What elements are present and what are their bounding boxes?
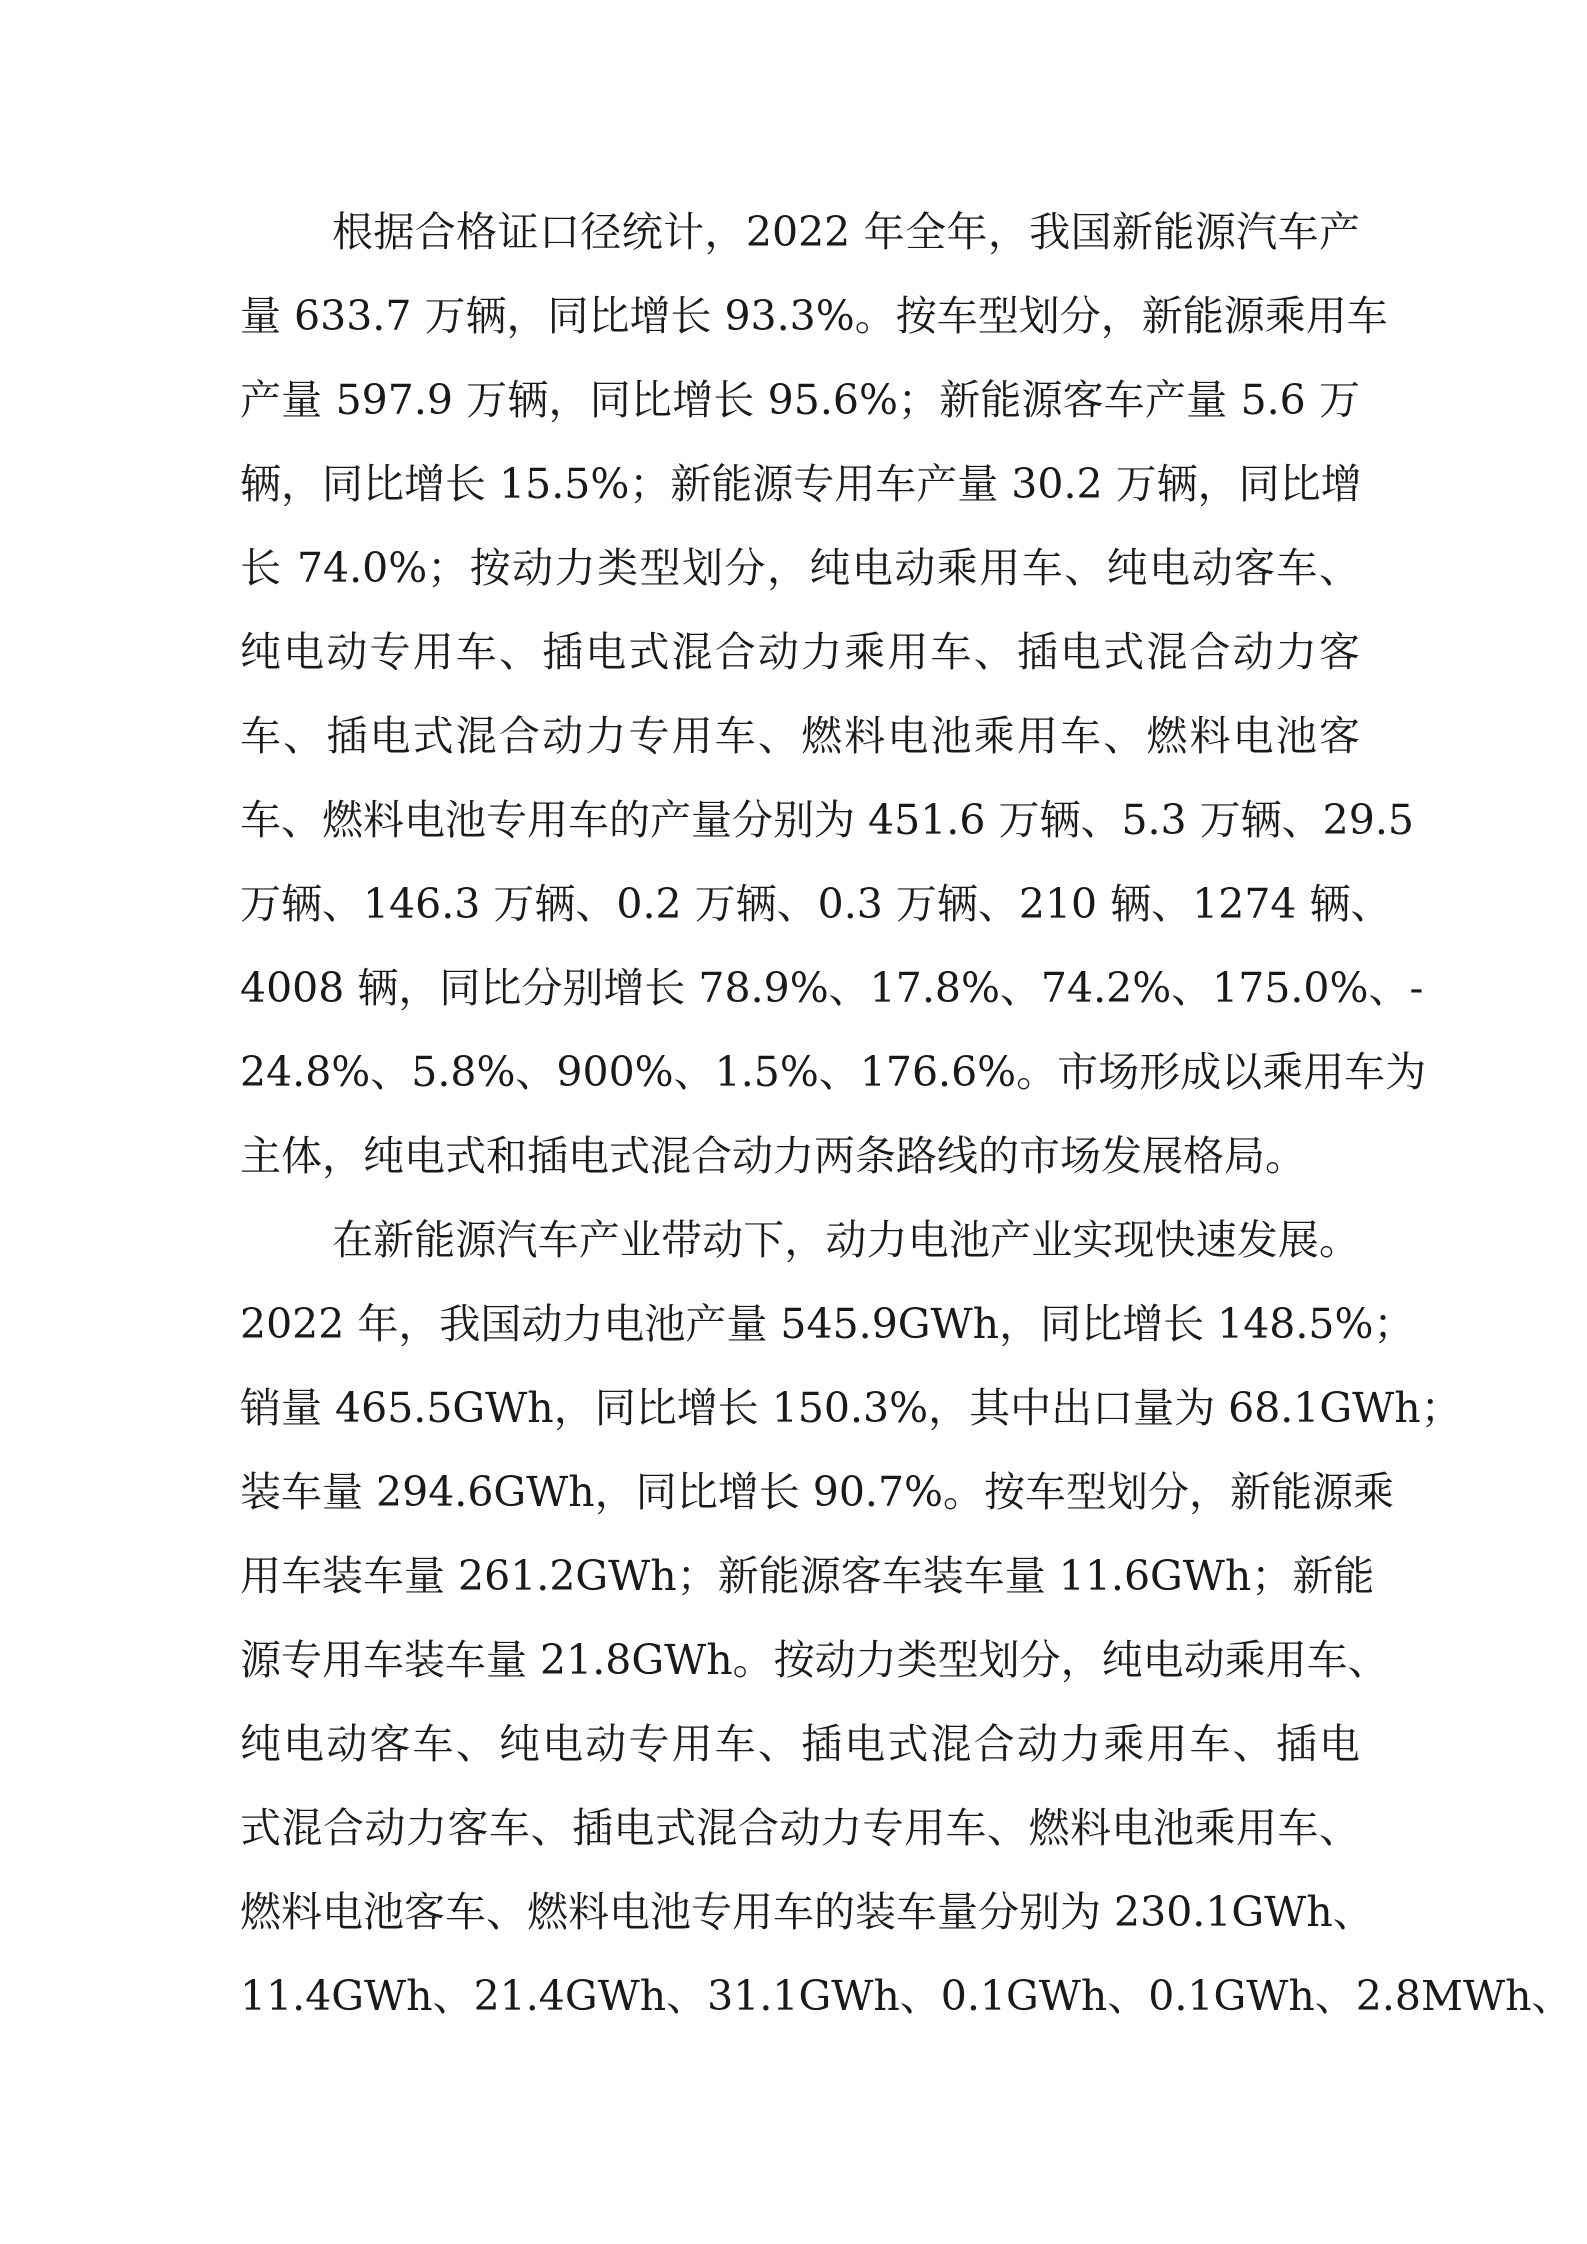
paragraph-2-line-6: 源专用车装车量 21.8GWh。按动力类型划分，纯电动乘用车、 bbox=[240, 1636, 1389, 1684]
paragraph-2-line-7: 纯电动客车、纯电动专用车、插电式混合动力乘用车、插电 bbox=[240, 1720, 1360, 1768]
paragraph-1-line-8: 车、燃料电池专用车的产量分别为 451.6 万辆、5.3 万辆、29.5 bbox=[240, 796, 1414, 844]
paragraph-1-line-12: 主体，纯电式和插电式混合动力两条路线的市场发展格局。 bbox=[240, 1132, 1306, 1180]
paragraph-1-line-3: 产量 597.9 万辆，同比增长 95.6%；新能源客车产量 5.6 万 bbox=[240, 376, 1360, 424]
paragraph-2-line-10: 11.4GWh、21.4GWh、31.1GWh、0.1GWh、0.1GWh、2.8MWh、 bbox=[240, 1972, 1573, 2020]
paragraph-2-line-9: 燃料电池客车、燃料电池专用车的装车量分别为 230.1GWh、 bbox=[240, 1888, 1374, 1936]
paragraph-1-line-5: 长 74.0%；按动力类型划分，纯电动乘用车、纯电动客车、 bbox=[240, 544, 1360, 592]
paragraph-1-line-11: 24.8%、5.8%、900%、1.5%、176.6%。市场形成以乘用车为 bbox=[240, 1048, 1427, 1096]
body-text bbox=[240, 190, 1573, 2038]
paragraph-2-line-4: 装车量 294.6GWh，同比增长 90.7%。按车型划分，新能源乘 bbox=[240, 1468, 1394, 1516]
paragraph-2-line-2: 2022 年，我国动力电池产量 545.9GWh，同比增长 148.5%； bbox=[240, 1300, 1415, 1348]
paragraph-2-line-5: 用车装车量 261.2GWh；新能源客车装车量 11.6GWh；新能 bbox=[240, 1552, 1375, 1600]
paragraph-2-line-8: 式混合动力客车、插电式混合动力专用车、燃料电池乘用车、 bbox=[240, 1804, 1360, 1852]
paragraph-1-line-4: 辆，同比增长 15.5%；新能源专用车产量 30.2 万辆，同比增 bbox=[240, 460, 1362, 508]
paragraph-1-line-6: 纯电动专用车、插电式混合动力乘用车、插电式混合动力客 bbox=[240, 628, 1360, 676]
paragraph-2-line-3: 销量 465.5GWh，同比增长 150.3%，其中出口量为 68.1GWh； bbox=[240, 1384, 1462, 1432]
paragraph-1-line-1: 根据合格证口径统计，2022 年全年，我国新能源汽车产 bbox=[332, 208, 1360, 256]
paragraph-1-line-7: 车、插电式混合动力专用车、燃料电池乘用车、燃料电池客 bbox=[240, 712, 1360, 760]
paragraph-2-line-1: 在新能源汽车产业带动下，动力电池产业实现快速发展。 bbox=[332, 1216, 1360, 1264]
paragraph-1-line-9: 万辆、146.3 万辆、0.2 万辆、0.3 万辆、210 辆、1274 辆、 bbox=[240, 880, 1392, 928]
paragraph-1-line-10: 4008 辆，同比分别增长 78.9%、17.8%、74.2%、175.0%、- bbox=[240, 964, 1424, 1012]
paragraph-1-line-2: 量 633.7 万辆，同比增长 93.3%。按车型划分，新能源乘用车 bbox=[240, 292, 1388, 340]
